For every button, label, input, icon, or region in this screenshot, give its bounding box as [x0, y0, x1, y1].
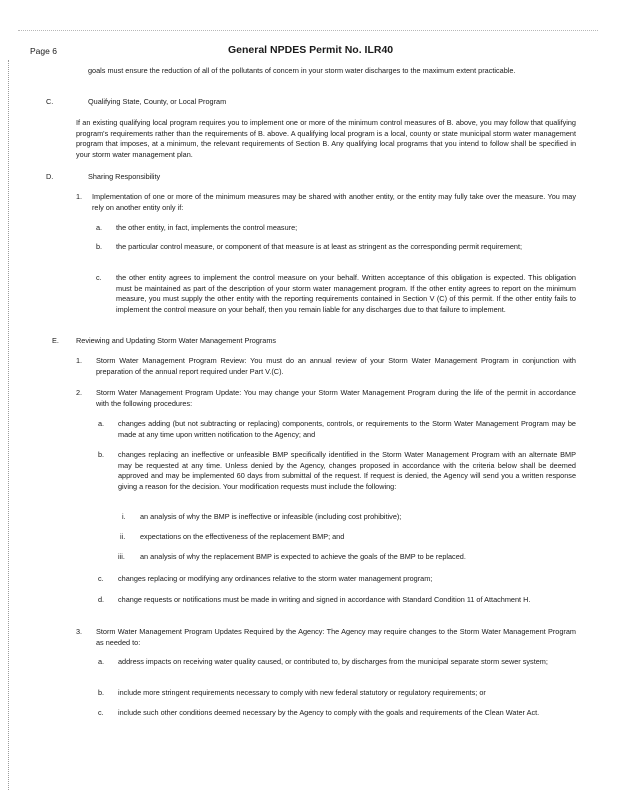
section-c-heading: Qualifying State, County, or Local Program	[88, 97, 227, 106]
e2-sub-c-label: c.	[98, 574, 104, 583]
page-number: Page 6	[30, 46, 57, 56]
e2-sub-b-label: b.	[98, 450, 105, 459]
e2-sub-a-label: a.	[98, 419, 105, 428]
e-item-1-text: Storm Water Management Program Review: You must do an annual review of your Storm Water Management Program in conjunction with preparation of the annual report required under Part V.(C).	[96, 356, 576, 376]
e3-sub-b-text: include more stringent requirements necessary to comply with new federal statutory or regulatory requirements; or	[118, 688, 486, 697]
section-c-label: C.	[46, 97, 54, 106]
e2-sub-c-text: changes replacing or modifying any ordinances relative to the storm water management program;	[118, 574, 433, 583]
section-d-label: D.	[46, 172, 54, 181]
section-c-body: If an existing qualifying local program requires you to implement one or more of the minimum control measures of B. above, you may follow that qualifying program's requirements rather than the requirements of B. above. A qualifying local program is a local, county or state municipal storm water management program that imposes, at a minimum, the relevant requirements of Section B. Any qualifying local programs that you intend to follow shall be specified in your storm water management plan.	[76, 118, 576, 159]
roman-iii-text: an analysis of why the replacement BMP is expected to achieve the goals of the BMP to be replaced.	[140, 552, 466, 561]
carryover-paragraph: goals must ensure the reduction of all of the pollutants of concern in your storm water discharges to the maximum extent practicable.	[88, 66, 516, 75]
e-item-3-text: Storm Water Management Program Updates Required by the Agency: The Agency may require changes to the Storm Water Management Program as needed to:	[96, 627, 576, 647]
e2-sub-d-text: change requests or notifications must be made in writing and signed in accordance with Standard Condition 11 of Attachment H.	[118, 595, 531, 604]
e3-sub-a-text: address impacts on receiving water quality caused, or contributed to, by discharges from the municipal separate storm sewer system;	[118, 657, 548, 666]
section-e-label: E.	[52, 336, 59, 345]
scan-margin-dots	[8, 60, 9, 790]
d-sub-a-label: a.	[96, 223, 103, 232]
document-title: General NPDES Permit No. ILR40	[228, 44, 394, 56]
e3-sub-c-label: c.	[98, 708, 104, 717]
e2-sub-b-text: changes replacing an ineffective or unfeasible BMP specifically identified in the Storm Water Management Program with an alternate BMP may be requested at any time. Unless denied by the Agency, changes proposed in accordance with the criteria below shall be deemed approved and may be implemented 60 days from submittal of the request. If request is denied, the Agency will send you a written response giving a reason for the decision. Your modification requests must include the following:	[118, 450, 576, 491]
e-item-1-num: 1.	[76, 356, 83, 365]
roman-iii-label: iii.	[118, 552, 125, 561]
scan-artifact-line	[18, 30, 598, 31]
e2-sub-d-label: d.	[98, 595, 105, 604]
e-item-2-text: Storm Water Management Program Update: You may change your Storm Water Management Program during the life of the permit in accordance with the following procedures:	[96, 388, 576, 408]
e-item-2-num: 2.	[76, 388, 83, 397]
section-d-heading: Sharing Responsibility	[88, 172, 161, 181]
d-sub-b-label: b.	[96, 242, 103, 251]
d-item-1-text: Implementation of one or more of the minimum measures may be shared with another entity, or the entity may fully take over the measure. You may rely on another entity only if:	[92, 192, 576, 212]
roman-ii-text: expectations on the effectiveness of the replacement BMP; and	[140, 532, 345, 541]
d-sub-c-label: c.	[96, 273, 102, 282]
e-item-3-num: 3.	[76, 627, 83, 636]
d-sub-c-text: the other entity agrees to implement the control measure on your behalf. Written acceptance of this obligation is expected. This obligation must be maintained as part of the description of your storm water management program. If the other entity agrees to report on the minimum measure, you must supply the other entity with the reporting requirements contained in Section V (C) of this permit. If the other entity fails to implement the control measure on your behalf, then you remain liable for any discharges due to that failure to implement.	[116, 273, 576, 314]
e2-sub-a-text: changes adding (but not subtracting or replacing) components, controls, or requirements to the Storm Water Management Program may be made at any time upon written notification to the Agency; and	[118, 419, 576, 439]
d-item-1-num: 1.	[76, 192, 83, 201]
section-e-heading: Reviewing and Updating Storm Water Management Programs	[76, 336, 277, 345]
d-sub-a-text: the other entity, in fact, implements the control measure;	[116, 223, 298, 232]
roman-i-label: i.	[122, 512, 126, 521]
e3-sub-b-label: b.	[98, 688, 105, 697]
roman-i-text: an analysis of why the BMP is ineffective or infeasible (including cost prohibitive);	[140, 512, 402, 521]
roman-ii-label: ii.	[120, 532, 126, 541]
e3-sub-a-label: a.	[98, 657, 105, 666]
d-sub-b-text: the particular control measure, or component of that measure is at least as stringent as the corresponding permit requirement;	[116, 242, 522, 251]
e3-sub-c-text: include such other conditions deemed necessary by the Agency to comply with the goals and requirements of the Clean Water Act.	[118, 708, 540, 717]
